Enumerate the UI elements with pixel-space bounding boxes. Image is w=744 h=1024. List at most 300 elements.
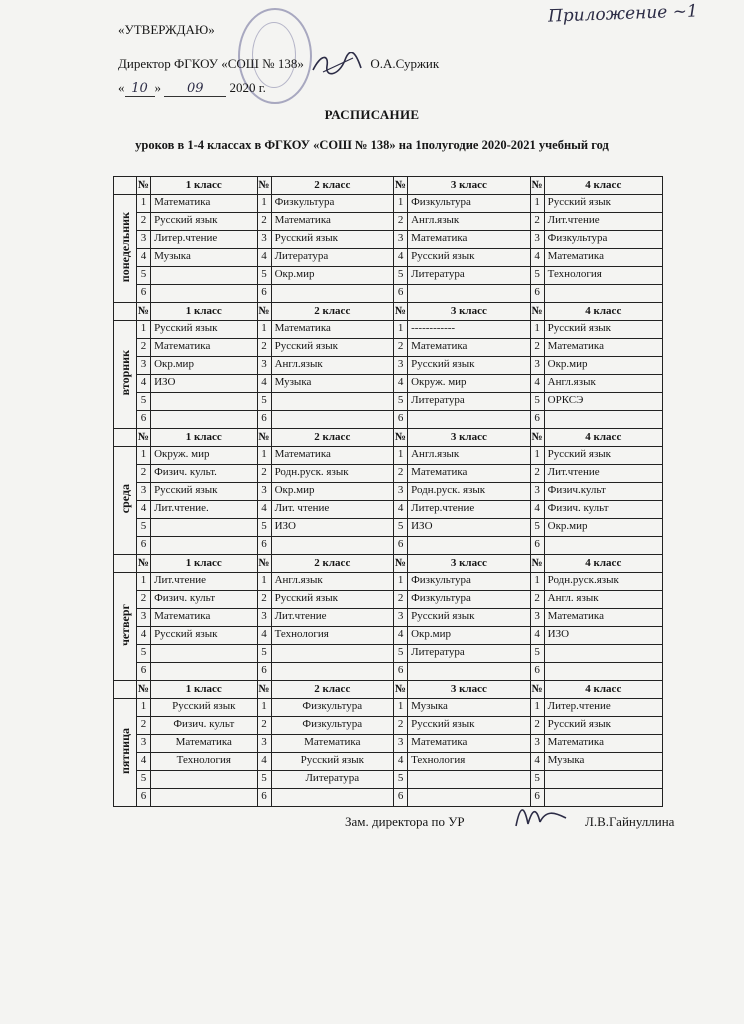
lesson-number: 2: [530, 339, 544, 357]
lesson-number: 6: [137, 285, 151, 303]
header-class-3: 3 класс: [408, 429, 530, 447]
lesson-subject: Литература: [408, 645, 530, 663]
lesson-number: 1: [530, 699, 544, 717]
header-class-4: 4 класс: [544, 681, 662, 699]
lesson-number: 1: [530, 321, 544, 339]
table-row: [114, 537, 663, 555]
lesson-number: 4: [530, 375, 544, 393]
lesson-number: 5: [530, 519, 544, 537]
header-number: №: [394, 177, 408, 195]
header-number: №: [137, 429, 151, 447]
lesson-subject: [271, 789, 393, 807]
table-row: [114, 789, 663, 807]
lesson-subject: Технология: [408, 753, 530, 771]
header-class-2: 2 класс: [271, 681, 393, 699]
lesson-number: 3: [530, 609, 544, 627]
header-day-blank: [114, 303, 137, 321]
lesson-number: 3: [394, 609, 408, 627]
lesson-number: 2: [137, 717, 151, 735]
header-class-4: 4 класс: [544, 429, 662, 447]
header-class-1: 1 класс: [151, 429, 257, 447]
lesson-subject: Технология: [271, 627, 393, 645]
lesson-subject: Русский язык: [544, 195, 662, 213]
lesson-subject: [544, 645, 662, 663]
lesson-number: 1: [530, 195, 544, 213]
lesson-number: 4: [394, 501, 408, 519]
lesson-number: 4: [394, 249, 408, 267]
lesson-number: 5: [137, 771, 151, 789]
lesson-subject: Математика: [544, 249, 662, 267]
deputy-name: Л.В.Гайнуллина: [585, 814, 675, 829]
lesson-subject: Музыка: [151, 249, 257, 267]
table-row: [114, 699, 663, 717]
lesson-number: 6: [530, 663, 544, 681]
lesson-subject: Окр.мир: [151, 357, 257, 375]
lesson-number: 4: [257, 501, 271, 519]
lesson-subject: Литература: [271, 249, 393, 267]
lesson-subject: Музыка: [271, 375, 393, 393]
schedule-header-row: [114, 555, 663, 573]
table-row: [114, 771, 663, 789]
lesson-subject: [151, 519, 257, 537]
lesson-number: 4: [394, 627, 408, 645]
lesson-number: 3: [530, 483, 544, 501]
lesson-number: 6: [530, 411, 544, 429]
lesson-subject: Литература: [408, 267, 530, 285]
lesson-number: 3: [394, 357, 408, 375]
lesson-number: 6: [257, 411, 271, 429]
lesson-subject: Русский язык: [151, 699, 257, 717]
lesson-subject: Русский язык: [271, 591, 393, 609]
header-number: №: [137, 555, 151, 573]
director-signature-icon: [309, 52, 365, 78]
lesson-number: 1: [257, 195, 271, 213]
lesson-number: 1: [530, 573, 544, 591]
lesson-number: 2: [137, 591, 151, 609]
day-label: [114, 573, 137, 681]
handwritten-annotation: Приложение ~1: [547, 1, 699, 27]
lesson-subject: [271, 537, 393, 555]
lesson-subject: Англ.язык: [271, 357, 393, 375]
lesson-subject: Математика: [151, 609, 257, 627]
lesson-number: 3: [530, 357, 544, 375]
lesson-subject: Лит.чтение.: [151, 501, 257, 519]
lesson-subject: Англ.язык: [271, 573, 393, 591]
lesson-subject: [544, 537, 662, 555]
lesson-subject: Математика: [544, 609, 662, 627]
lesson-number: 6: [530, 285, 544, 303]
header-number: №: [530, 429, 544, 447]
schedule-header-row: [114, 303, 663, 321]
lesson-subject: Литер.чтение: [544, 699, 662, 717]
lesson-subject: [151, 537, 257, 555]
table-row: [114, 609, 663, 627]
table-row: [114, 357, 663, 375]
header-number: №: [394, 303, 408, 321]
lesson-number: 3: [137, 609, 151, 627]
lesson-number: 6: [394, 285, 408, 303]
lesson-subject: [408, 771, 530, 789]
lesson-number: 5: [257, 519, 271, 537]
lesson-number: 4: [530, 627, 544, 645]
header-number: №: [257, 303, 271, 321]
day-name: среда: [117, 484, 132, 514]
lesson-subject: Родн.руск. язык: [408, 483, 530, 501]
lesson-number: 3: [394, 735, 408, 753]
lesson-number: 5: [137, 645, 151, 663]
header-class-1: 1 класс: [151, 681, 257, 699]
lesson-subject: Русский язык: [151, 321, 257, 339]
lesson-subject: [151, 393, 257, 411]
lesson-subject: Лит.чтение: [151, 573, 257, 591]
header-class-4: 4 класс: [544, 555, 662, 573]
table-row: [114, 231, 663, 249]
table-row: [114, 717, 663, 735]
table-row: [114, 465, 663, 483]
lesson-number: 6: [394, 537, 408, 555]
lesson-subject: Физкультура: [271, 717, 393, 735]
lesson-subject: Математика: [408, 339, 530, 357]
day-name: четверг: [117, 604, 132, 646]
lesson-number: 3: [394, 231, 408, 249]
lesson-subject: Физкультура: [408, 573, 530, 591]
lesson-subject: Физкультура: [271, 195, 393, 213]
lesson-number: 4: [530, 753, 544, 771]
header-class-2: 2 класс: [271, 177, 393, 195]
lesson-subject: Математика: [151, 339, 257, 357]
lesson-number: 4: [530, 249, 544, 267]
lesson-subject: Музыка: [544, 753, 662, 771]
lesson-number: 1: [257, 573, 271, 591]
deputy-position: Зам. директора по УР: [345, 814, 465, 829]
lesson-subject: Родн.руск.язык: [544, 573, 662, 591]
header-class-2: 2 класс: [271, 429, 393, 447]
header-day-blank: [114, 555, 137, 573]
lesson-number: 2: [257, 717, 271, 735]
table-row: [114, 375, 663, 393]
lesson-number: 1: [530, 447, 544, 465]
lesson-number: 6: [530, 537, 544, 555]
table-row: [114, 483, 663, 501]
lesson-subject: [151, 411, 257, 429]
lesson-number: 2: [394, 339, 408, 357]
lesson-subject: Физкультура: [271, 699, 393, 717]
lesson-subject: Физич. культ: [151, 591, 257, 609]
lesson-number: 1: [257, 321, 271, 339]
lesson-subject: [151, 645, 257, 663]
lesson-number: 5: [137, 519, 151, 537]
lesson-number: 2: [257, 339, 271, 357]
lesson-number: 4: [394, 753, 408, 771]
lesson-subject: Англ.язык: [544, 375, 662, 393]
lesson-subject: Литература: [271, 771, 393, 789]
lesson-number: 6: [137, 537, 151, 555]
table-row: [114, 663, 663, 681]
lesson-subject: Русский язык: [271, 231, 393, 249]
header-number: №: [137, 681, 151, 699]
lesson-number: 2: [530, 717, 544, 735]
lesson-number: 1: [137, 447, 151, 465]
table-row: [114, 249, 663, 267]
lesson-subject: [408, 285, 530, 303]
lesson-number: 1: [257, 447, 271, 465]
lesson-number: 5: [530, 771, 544, 789]
lesson-subject: Математика: [271, 213, 393, 231]
lesson-subject: [408, 537, 530, 555]
lesson-subject: Русский язык: [271, 753, 393, 771]
lesson-number: 3: [257, 483, 271, 501]
director-name: О.А.Суржик: [370, 55, 440, 71]
lesson-number: 4: [137, 375, 151, 393]
table-row: [114, 501, 663, 519]
lesson-subject: Окр.мир: [544, 357, 662, 375]
lesson-subject: Математика: [544, 735, 662, 753]
lesson-subject: Физич. культ: [151, 717, 257, 735]
lesson-subject: Физич. культ: [544, 501, 662, 519]
lesson-number: 1: [394, 195, 408, 213]
lesson-subject: [151, 285, 257, 303]
header-number: №: [394, 555, 408, 573]
lesson-number: 1: [394, 321, 408, 339]
lesson-subject: Литер.чтение: [408, 501, 530, 519]
date-open-quote: «: [118, 80, 125, 95]
lesson-number: 5: [394, 267, 408, 285]
lesson-number: 3: [257, 231, 271, 249]
schedule-header-row: [114, 429, 663, 447]
table-row: [114, 447, 663, 465]
lesson-number: 6: [530, 789, 544, 807]
header-day-blank: [114, 177, 137, 195]
lesson-number: 6: [257, 663, 271, 681]
lesson-number: 4: [394, 375, 408, 393]
lesson-number: 6: [137, 789, 151, 807]
header-class-4: 4 класс: [544, 303, 662, 321]
lesson-number: 1: [394, 573, 408, 591]
lesson-subject: Окруж. мир: [151, 447, 257, 465]
lesson-number: 2: [137, 213, 151, 231]
lesson-number: 6: [394, 663, 408, 681]
lesson-number: 3: [257, 735, 271, 753]
lesson-number: 4: [530, 501, 544, 519]
table-row: [114, 591, 663, 609]
lesson-number: 5: [257, 267, 271, 285]
header-number: №: [257, 681, 271, 699]
lesson-subject: Математика: [544, 339, 662, 357]
lesson-subject: Англ.язык: [408, 213, 530, 231]
lesson-subject: [151, 771, 257, 789]
lesson-number: 3: [137, 483, 151, 501]
header-class-1: 1 класс: [151, 177, 257, 195]
lesson-subject: Физкультура: [408, 195, 530, 213]
table-row: [114, 735, 663, 753]
lesson-subject: Лит.чтение: [544, 465, 662, 483]
day-name: понедельник: [117, 211, 132, 283]
lesson-number: 3: [257, 357, 271, 375]
lesson-number: 5: [530, 393, 544, 411]
date-close-quote: »: [154, 80, 161, 95]
lesson-number: 2: [137, 339, 151, 357]
day-label: [114, 699, 137, 807]
lesson-number: 5: [530, 645, 544, 663]
schedule-header-row: [114, 177, 663, 195]
lesson-subject: Литер.чтение: [151, 231, 257, 249]
lesson-number: 3: [530, 735, 544, 753]
lesson-subject: [544, 771, 662, 789]
header-number: №: [137, 177, 151, 195]
lesson-subject: [271, 663, 393, 681]
table-row: [114, 411, 663, 429]
day-label: [114, 321, 137, 429]
header-class-3: 3 класс: [408, 681, 530, 699]
lesson-subject: Русский язык: [544, 321, 662, 339]
lesson-number: 4: [257, 375, 271, 393]
day-label: [114, 447, 137, 555]
lesson-number: 2: [394, 591, 408, 609]
lesson-subject: Русский язык: [544, 447, 662, 465]
header-number: №: [530, 177, 544, 195]
day-name: вторник: [117, 350, 132, 396]
lesson-subject: [408, 663, 530, 681]
lesson-subject: Физкультура: [408, 591, 530, 609]
lesson-subject: Лит. чтение: [271, 501, 393, 519]
lesson-subject: [151, 789, 257, 807]
lesson-subject: ------------: [408, 321, 530, 339]
lesson-number: 3: [137, 735, 151, 753]
lesson-subject: Русский язык: [151, 627, 257, 645]
lesson-subject: Физкультура: [544, 231, 662, 249]
lesson-number: 5: [257, 393, 271, 411]
lesson-number: 1: [257, 699, 271, 717]
table-row: [114, 519, 663, 537]
table-row: [114, 285, 663, 303]
header-class-2: 2 класс: [271, 303, 393, 321]
lesson-subject: ИЗО: [544, 627, 662, 645]
table-row: [114, 339, 663, 357]
lesson-number: 1: [137, 573, 151, 591]
lesson-subject: Русский язык: [408, 717, 530, 735]
lesson-subject: Литература: [408, 393, 530, 411]
lesson-number: 1: [394, 699, 408, 717]
header-number: №: [530, 555, 544, 573]
lesson-subject: Русский язык: [271, 339, 393, 357]
lesson-number: 5: [257, 771, 271, 789]
lesson-number: 3: [137, 357, 151, 375]
lesson-subject: Лит.чтение: [544, 213, 662, 231]
lesson-subject: ИЗО: [271, 519, 393, 537]
lesson-number: 4: [257, 753, 271, 771]
lesson-subject: Окр.мир: [544, 519, 662, 537]
lesson-number: 2: [257, 465, 271, 483]
header-day-blank: [114, 681, 137, 699]
lesson-number: 2: [394, 465, 408, 483]
lesson-subject: [151, 663, 257, 681]
day-label: [114, 195, 137, 303]
document-subtitle: уроков в 1-4 классах в ФГКОУ «СОШ № 138» на 1полугодие 2020-2021 учебный год: [135, 138, 609, 152]
table-row: [114, 645, 663, 663]
schedule-header-row: [114, 681, 663, 699]
header-number: №: [257, 177, 271, 195]
date-day: 10: [125, 81, 155, 97]
document-title: РАСПИСАНИЕ: [324, 107, 420, 122]
lesson-subject: Лит.чтение: [271, 609, 393, 627]
lesson-number: 1: [137, 321, 151, 339]
header-class-1: 1 класс: [151, 303, 257, 321]
table-row: [114, 267, 663, 285]
header-number: №: [257, 429, 271, 447]
lesson-subject: Математика: [408, 231, 530, 249]
header-class-1: 1 класс: [151, 555, 257, 573]
lesson-subject: [408, 411, 530, 429]
lesson-subject: Физич.культ: [544, 483, 662, 501]
lesson-number: 3: [530, 231, 544, 249]
lesson-number: 5: [394, 771, 408, 789]
lesson-subject: ИЗО: [408, 519, 530, 537]
lesson-subject: [271, 285, 393, 303]
lesson-number: 2: [530, 465, 544, 483]
director-position: Директор ФГКОУ «СОШ № 138»: [118, 55, 304, 71]
lesson-number: 5: [257, 645, 271, 663]
lesson-subject: Математика: [151, 735, 257, 753]
lesson-subject: [544, 285, 662, 303]
lesson-subject: Музыка: [408, 699, 530, 717]
lesson-number: 4: [257, 627, 271, 645]
lesson-subject: Англ.язык: [408, 447, 530, 465]
lesson-subject: [271, 393, 393, 411]
day-name: пятница: [117, 727, 132, 775]
lesson-subject: Русский язык: [408, 609, 530, 627]
lesson-number: 4: [137, 501, 151, 519]
lesson-subject: Математика: [408, 735, 530, 753]
deputy-signature-icon: [510, 800, 572, 832]
header-number: №: [137, 303, 151, 321]
header-class-4: 4 класс: [544, 177, 662, 195]
lesson-number: 3: [394, 483, 408, 501]
lesson-number: 5: [137, 267, 151, 285]
table-row: [114, 627, 663, 645]
lesson-subject: Технология: [151, 753, 257, 771]
header-day-blank: [114, 429, 137, 447]
lesson-subject: Технология: [544, 267, 662, 285]
lesson-subject: Окр.мир: [271, 483, 393, 501]
lesson-number: 2: [530, 213, 544, 231]
lesson-subject: Родн.руск. язык: [271, 465, 393, 483]
lesson-subject: [544, 411, 662, 429]
lesson-number: 5: [394, 519, 408, 537]
header-class-3: 3 класс: [408, 555, 530, 573]
header-class-3: 3 класс: [408, 303, 530, 321]
lesson-number: 5: [137, 393, 151, 411]
lesson-subject: Математика: [271, 321, 393, 339]
lesson-number: 6: [394, 789, 408, 807]
lesson-number: 5: [530, 267, 544, 285]
header-class-2: 2 класс: [271, 555, 393, 573]
lesson-subject: Математика: [271, 735, 393, 753]
lesson-number: 3: [137, 231, 151, 249]
lesson-subject: Англ. язык: [544, 591, 662, 609]
table-row: [114, 213, 663, 231]
lesson-subject: Окр.мир: [408, 627, 530, 645]
table-row: [114, 195, 663, 213]
lesson-subject: Окруж. мир: [408, 375, 530, 393]
date-month: 09: [164, 81, 226, 97]
lesson-subject: [271, 411, 393, 429]
lesson-number: 6: [257, 285, 271, 303]
header-number: №: [257, 555, 271, 573]
lesson-number: 1: [137, 195, 151, 213]
lesson-number: 2: [394, 213, 408, 231]
lesson-subject: Русский язык: [408, 357, 530, 375]
approval-date-line: [118, 80, 266, 97]
